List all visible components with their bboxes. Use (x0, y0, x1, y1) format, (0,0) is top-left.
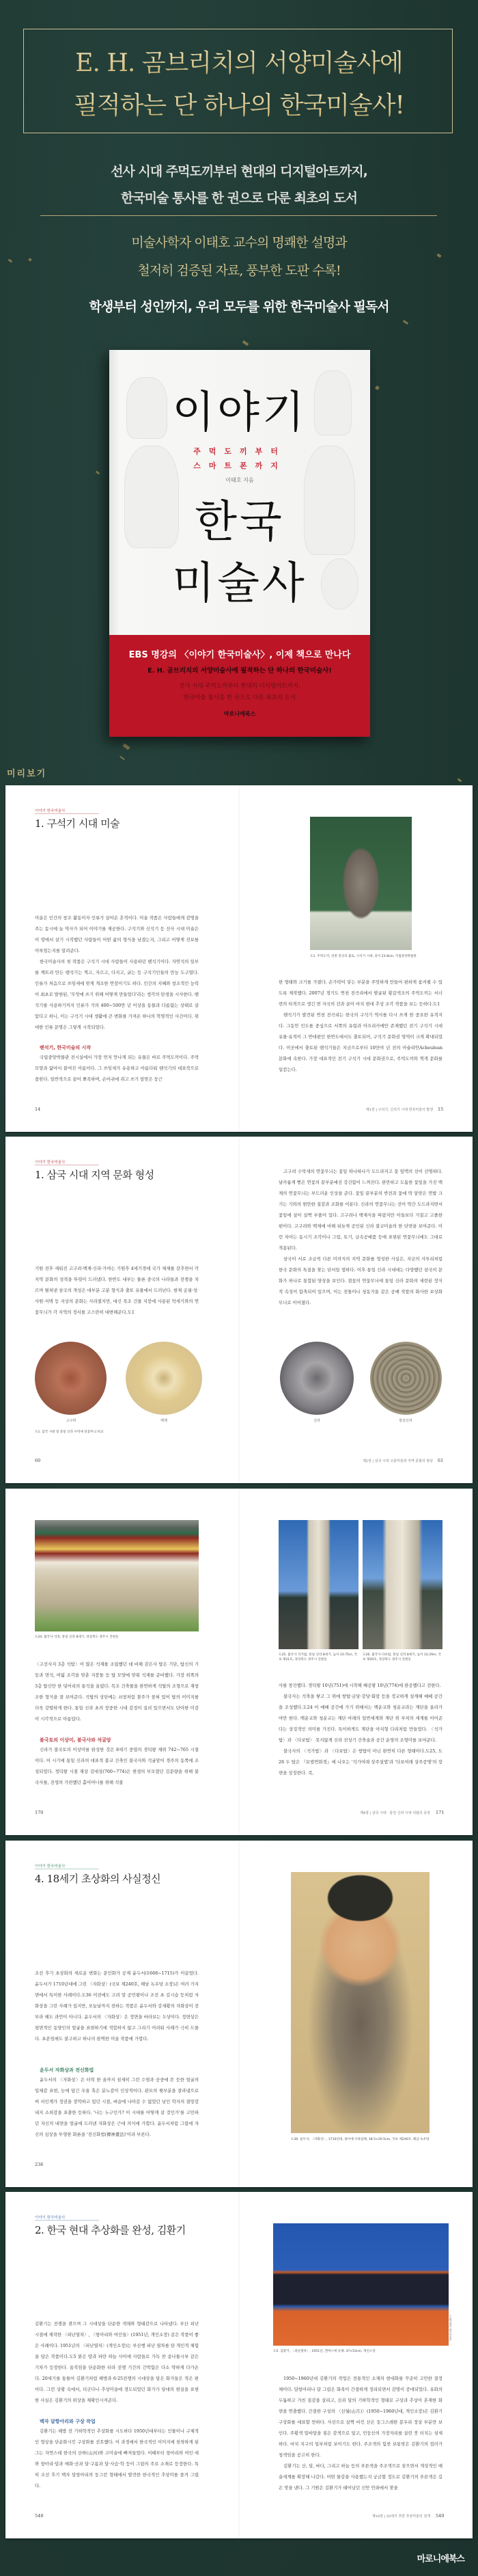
band-line-1: EBS 명강의 〈이야기 한국미술사〉, 이제 책으로 만나다 (128, 650, 351, 660)
preview-label: 미리보기 (7, 769, 47, 779)
running-head: 제4장 | 삼국 시대 · 통일 신라 시대 석탑의 등장 (360, 1811, 430, 1815)
refugee-train-painting (273, 2223, 449, 2346)
running-head: 제2장 | 삼국 시대 고분미술과 지역 문화의 형성 (363, 1459, 433, 1463)
left-column-text-2 (35, 2426, 199, 2491)
cover-title-mid: 한국 (195, 497, 285, 547)
page-number-left: 236 (35, 2162, 44, 2167)
figure-caption: 도1. 주먹도끼, 연천 전곡리 출토, 구석기 시대, 길이 23.8cm, 국립중앙박물관 (310, 955, 417, 958)
right-column-text (279, 1680, 442, 1789)
cover-subtitle-1: 주먹도끼부터 (193, 447, 286, 456)
book-cover (109, 350, 370, 737)
cover-publisher: 마로니에북스 (223, 711, 256, 717)
left-column-text (35, 1968, 199, 2055)
band-line-2: E. H. 곰브리치의 서양미술사에 필적하는 단 하나의 한국미술사! (147, 667, 332, 675)
preview-spread-3 (5, 1489, 473, 1835)
cover-subtitle-2: 스마트폰까지 (193, 461, 286, 470)
chapter-heading: 1. 구석기 시대 미술 (35, 817, 120, 830)
page-number-left: 170 (35, 1810, 44, 1815)
band-line-4: 한국미술 통사를 한 권으로 다룬 최초의 도서 (183, 694, 296, 701)
figure-caption: 도1. 삼국 시대 및 통일 신라 수막새 연꽃무늬 비교 (35, 1431, 104, 1434)
tagline: 학생부터 성인까지, 우리 모두를 위한 한국미술사 필독서 (89, 299, 389, 314)
paragraph: 윤두서의 〈자화상〉은 터럭 한 올까지 섬세히 그린 수염과 공중에 뜬 듯한 얼굴의 입체감 표현, 눈에 담긴 우울 혹은 분노감이 인상적이다. 관모의 윗부분을 잘라냄으로써 서인계가 정권을 장악하고 있던 시절, 벼슬에 나아갈 수 없었던 남인 학자의 절망감 내지 소외감을 표출한 듯하다. '나는 누구인가? 이 시대를 어떻게 살 것인가'를 고민하던 자신의 내면을 얼굴에 드러낸 자화상은 근대 의식에 가깝다. 윤두서처럼 그림에 자신의 심상을 투영한 화론을 '전신화법(傳神畫法)'이라 부른다. (35, 2077, 199, 2137)
right-column-text (279, 2373, 442, 2493)
page-number-left: 60 (35, 1458, 41, 1463)
figure-caption: 도24. 불국사 석축, 통일 신라 8세기, 경상북도 경주시 진현동 (35, 1636, 119, 1639)
paragraph: 신라가 불국토의 이상미를 완성한 것은 8세기 중엽의 경덕왕 재위 742~765 시절이다. 이 시기에 통일 신라의 대표적 불교 건축인 불국사와 석굴암이 경주의 동쪽에 조성되었다. 경덕왕 시절 재상 김대성(700~774)은 현생의 부모였던 김문량을 위해 불국사를, 전생의 가련했던 홀어머니를 위해 석불 (35, 1747, 199, 1785)
paragraph: 1950~1960년대 김환기의 작업은 전통적인 소재의 현대화를 꾸준히 고민한 결정체이다. 달항아리나 달 그림은 화폭이 간결하게 정리되면서 감명이 증대되었다. 유화의 두툼하고 거친 질감을 살리고, 산과 달의 기하학적인 형태로 구상과 추상이 혼재한 화면을 연출했다. 간결한 구성의 〈산월(山月)〉(1950~1960년대, 개인소장)은 김환기 구상화를 대표할 만하다. 사선으로 살짝 비킨 산은 둥그스레한 봉우리 정상 부분만 보인다. 주황색 밑바탕을 짙은 감색으로 덮고, 민둥산의 가장자리를 살린 붓 터치는 섬세하다. 마치 지구의 일부처럼 보이기도 한다. 주조색의 힘찬 보통맞은 김환기의 컬러가 청색임을 공고히 한다. (279, 2376, 442, 2458)
paragraph: 김환기는 산, 달, 바다, 그리고 하늘 등의 푸른색을 주조색으로 삼으면서 개성적인 예술세계를 확장해 나갔다. 어떤 물감을 사용했는지 궁금할 정도로 김환기의 푸른색은 깊은 맛을 낸다. 그 기원은 김환기가 태어났던 신안 안좌에서 찾을 (279, 2463, 442, 2491)
left-column-text-2 (35, 1052, 199, 1085)
paragraph: 김환기는 전쟁을 겪으며 그 시대상을 단순한 색채와 형태감으로 나타냈다. 부산 피난 시절에 제작한 〈피난열차〉, 〈항아리와 여인들〉(1951년, 개인소장) 같은 작품이 좋은 사례이다. 1951년의 〈피난열차〉(개인소장)는 부산행 피난 열차를 탄 개인적 체험을 담은 작품이다.도5 붉은 땅과 파란 하늘 사이에 사람들로 가득 찬 콩나물시루 같은 기차가 등장한다. 움직임을 단순화한 터라 전쟁 기간의 긴박함은 다소 약하게 다가온다. 20세기를 통틀어 김환기처럼 해방과 6·25전쟁의 시대상을 담은 화가들은 적은 편이다. 그런 상황 속에서, 더군다나 추상미술에 경도되었던 화가가 당대의 현실을 표현한 사실은 김환기의 위상을 재확인시켜준다. (35, 2321, 199, 2403)
baekje-roof-tile (126, 1342, 202, 1415)
section-subheading: 백자 달항아리와 구상 작업 (40, 2419, 96, 2424)
bulguksa-wall-photo (35, 1520, 199, 1631)
paragraph: 〈고선사지 3층 석탑〉이 많은 석재를 조립했던 데 비해 감은사 탑은 기단, 탑신의 기둥과 면석, 여덟 조각을 맞춘 지붕돌 등 탑 모양에 맞춰 석재를 준비했다. 가장 위쪽의 3층 탑신만 한 덩어리의 통석을 올렸다. 목조 건축물을 완연하게 석탑의 조형으로 재창조한 형식을 잘 보여준다. 석탑의 상단에는 쇠창처럼 찰주가 꽂혀 있어 탑의 이미지를 더욱 강렬하게 한다. 통일 신라 초의 장중한 시대 감정이 실려 있으면서도 단아한 미감이 시각적으로 아름답다. (35, 1662, 199, 1722)
figure-caption: 도36. 윤두서, 〈자화상〉, 1710년대, 종이에 수묵담채, 38.5×20.5cm, 국보 제240호, 해남 녹우당 (291, 2138, 430, 2141)
headline-line-1: E. H. 곰브리치의 서양미술사에 (0, 44, 478, 79)
chapter-heading: 4. 18세기 초상화의 사실정신 (35, 1873, 161, 1885)
left-column-text-2 (35, 1744, 199, 1788)
right-column-text (279, 1166, 442, 1319)
subtitle-line-1: 선사 시대 주먹도끼부터 현대의 디지털아트까지, (111, 164, 367, 179)
preview-spread-5 (5, 2192, 473, 2538)
left-column-text (35, 1659, 199, 1724)
left-column-text-2 (35, 2074, 199, 2140)
self-portrait-painting (291, 1872, 430, 2133)
headline-line-2: 필적하는 단 하나의 한국미술사! (0, 86, 478, 121)
series-label: 이야기 한국미술사 (35, 1159, 99, 1165)
cover-title-top: 이야기 (172, 388, 307, 438)
band-line-3: 선사 시대 주먹도끼부터 현대의 디지털아트까지, (179, 683, 300, 690)
feature-line-1: 미술사학자 이태호 교수의 명쾌한 설명과 (131, 235, 347, 250)
section-subheading: 불국토의 이상미, 불국사와 석굴암 (40, 1737, 111, 1743)
paragraph: 한 형태와 크기를 가졌다. 손가락이 닿는 부분을 주밋하게 만들어 편하게 움켜쥘 수 있도록 제작했다. 2007년 경기도 연천 전곡리에서 발굴된 황갈색조의 주먹도끼는 서너 번의 타격으로 생긴 면 자국의 선과 골이 마치 현대 추상 조각 작품을 보는 듯하다.도1 (279, 979, 442, 1007)
paragraph: 기원 전후 세워진 고구려·백제·신라·가야는 기원후 4세기경에 국가 체제를 갖추면서 각 지역 문화의 성격을 뚜렷이 드러냈다. 한반도 내부는 물론 중국의 나라들과 전쟁을 치르며 펼쳐낸 삼국의 개성은 대부분 고분 형식과 출토 유물에서 드러난다. 현재 궁궐·성·사원·저택 등 지상의 문화는 사라졌지만, 대신 목조 건물 지붕에 사용된 막새기와의 연꽃무늬가 각 지역의 정서를 고스란히 대변해준다.도1 (35, 1266, 199, 1315)
publisher-logo: 마로니에북스 (417, 2554, 464, 2564)
preview-spread-1 (5, 785, 473, 1132)
tile-label: 백제 (160, 1419, 167, 1423)
paragraph: 고구려 수막새의 연꽃무늬는 꽃잎 하나하나가 도드라지고 꽃 잎맥의 선이 선명하다. 날카롭게 뻗은 연꽃의 끝부분에선 강건함이 느껴진다. 완만하고 도톰한 꽃잎을 가진 백제의 연꽃무늬는 부드러운 인상을 준다. 꽃잎 끝부분의 반전과 꽃에 딱 알맞은 연밥 크기는 기와의 원만한 질감과 조화를 이룬다. 신라의 연꽃무늬는 선이 약간 도드라지면서 꽃잎에 살이 살짝 부풀어 있다. 고구려나 백제식을 따랐지만 이들보다 거칠고 고졸한 편이다. 고구려와 백제에 비해 뒤늦게 공인된 신라 불교미술의 한 단면을 보여준다. 이런 차이는 동시기 조각이나 그림, 토기, 금속공예품 등에 표현된 연꽃무늬에도 그대로 적용된다. (279, 1169, 442, 1251)
running-head: 제10장 | 20세기 후반 추상미술의 전개 (371, 2514, 430, 2519)
paragraph: 국립중앙박물관 전시실에서 가장 먼저 만나게 되는 유물은 바로 주먹도끼이다. 주먹 모양과 닮아서 붙여진 이름이다. 그 쓰임새가 유용하고 아름다워 뗀석기의 대표작으로 꼽힌다. 일반적으로 끝이 뾰족하며, 손아귀에 쥐고 쓰기 알맞은 둥근 (35, 1055, 199, 1082)
cover-title-bottom: 미술사 (172, 558, 307, 609)
paragraph: 삼국이 서로 조금씩 다른 미의식의 지역 문화를 형성한 사실은, 지금의 사투리처럼 한국 문화의 특질을 찾는 단서일 법하다. 이후 통일 신라 시대에는 다양했던 삼국의 문화가 하나로 통합된 양상을 보인다. 겹꽃의 연꽃무늬에 통일 신라 문화의 세련된 장식적 속성이 함축되어 있으며, 이는 전돌이나 청동거울 같은 공예 작품의 화사한 보상화무늬로 이어졌다. (279, 1256, 442, 1305)
paragraph: 한국미술사의 첫 작품은 구석기 시대 사람들이 사용하던 뗀석기이다. 자연석의 일부를 깨트려 만든 뗀석기는 찍고, 자르고, 다지고, 긁는 등 구석기인들의 만능 도구였다. 인류가 처음으로 쓰임새에 맞게 개조한 연장이기도 하다. 인간의 지혜와 창조적인 능력이 최초로 발현된, '무엇에 쓰기 위해 어떻게 만들었다'라는 생각의 탄생을 시사한다. 뗀석기를 사용하기까지 인류가 거의 400~500만 년 이상을 동물과 다름없는 상태로 살았다고 하니, 이는 구석기 시대 생활에 큰 변화를 가져온 하나의 혁명적인 사건이다. 위대한 인류 문명은 그렇게 시작되었다. (35, 959, 199, 1030)
paragraph: 불국사의 〈석가탑〉과 〈다보탑〉은 쌍탑이 아닌 완연히 다른 형태이다.도25, 도26 두 탑은 『묘법연화경』에 나오는 '석가여래 상주설법'과 '다보여래 상주증명'의 장면을 상징한다. 즉, (279, 1748, 442, 1776)
figure-caption: 도25. 불국사 석가탑, 통일 신라 8세기, 높이 10.75m, 국보 제21호, 경상북도 경주시 진현동 (279, 1653, 357, 1662)
left-column-text (35, 912, 199, 1033)
image-credit: ⓒ 환기재단·환기미술관 (449, 2315, 452, 2341)
paragraph: 사를 창건했다. 경덕왕 10년(751)에 시작해 혜공왕 10년(774)에 완공했다고 전한다. (279, 1683, 441, 1688)
paragraph: 뗀석기가 발견된 연천 전곡리는 한국의 구석기 역사를 다시 쓰게 한 중요한 유적지다. 그동안 인도를 중심으로 서쪽의 유럽과 아프리카에만 존재했던 전기 구석기 시대 유물·유적이 그 반대편인 한반도에서도 출토되어, 구석기 문화권 영역이 크게 확대되었다. 이곳에서 출토된 뗀석기들은 지금으로부터 10만여 년 전의 아슐리안Acheulean 문화에 속한다. 가장 대표적인 전기 구석기 시대 문화권으로, 주먹도끼와 찍개 문화를 일컫는다. (279, 1012, 442, 1072)
page-number-right: 171 (436, 1810, 445, 1815)
figure-caption: 도5. 김환기, 〈피난열차〉, 1951년, 캔버스에 유채, 37×53cm, 개인소장 (273, 2350, 376, 2353)
series-label: 이야기 한국미술사 (35, 2214, 99, 2221)
page-number-right: 61 (438, 1458, 444, 1463)
series-label: 이야기 한국미술사 (35, 808, 99, 814)
divider (40, 215, 437, 216)
tile-label: 신라 (313, 1419, 320, 1423)
cover-band (109, 635, 370, 737)
paragraph: 미술은 인간의 창조 활동이자 인류가 살아온 흔적이다. 미술 작품은 사람들에게 감명을 주는 동시에 늘 역사가 되어 이야기를 제공한다. 구석기와 신석기 등 선사 시대 미술은 이 땅에서 살기 시작했던 사람들이 어떤 삶의 형식을 남겼는지, 그리고 어떻게 진보를 이루었는지를 알려준다. (35, 915, 199, 953)
tile-label: 통일신라 (399, 1419, 412, 1423)
right-column-text (279, 977, 442, 1086)
chapter-heading: 2. 한국 현대 추상화를 완성, 김환기 (35, 2224, 186, 2236)
page-number-right: 15 (438, 1107, 444, 1112)
subtitle-line-2: 한국미술 통사를 한 권으로 다룬 최초의 도서 (120, 191, 358, 206)
feature-line-2: 철저히 검증된 자료, 풍부한 도판 수록! (137, 263, 341, 278)
goguryeo-roof-tile (35, 1342, 107, 1415)
page-number-left: 14 (35, 1107, 41, 1112)
section-subheading: 윤두서 자화상과 전신화법 (40, 2067, 94, 2073)
seokgatap-photo (279, 1520, 358, 1649)
page-number-right: 549 (436, 2513, 445, 2519)
running-head: 제1장 | 구석기, 신석기 시대 한국미술의 발생 (365, 1108, 433, 1112)
section-subheading: 뗀석기, 한국미술의 시작 (40, 1045, 92, 1050)
paragraph: 조선 후기 초상화의 새로운 변화는 문인화가 공재 윤두서(1668~1715)가 이끌었다. 윤두서가 1710년대에 그린 〈자화상〉(국보 제240호, 해남 녹우당 소장)은 여러 가지 면에서 특이한 사례이다.도36 이전에도 고려 말 공민왕이나 조선 초 김시습 등처럼 자화상을 그린 사례가 있지만, 오늘날까지 전하는 작품은 윤두서와 강세황의 자화상이 전부라 해도 과언이 아니다. 윤두서의 〈자화상〉은 정면을 바라보는 두상이다. 정면상은 평면적인 동양인의 얼굴을 표현하기에 적합하지 않고 그리기 어려워 사례가 극히 드물다. 초본임에도 불구하고 하나의 완벽한 미술 작품에 가깝다. (35, 1970, 199, 2042)
tile-label: 고구려 (66, 1419, 76, 1423)
unified-silla-roof-tile (370, 1342, 442, 1415)
paragraph: 불국사는 석축을 쌓고 그 위에 쌍탑·금당·강당·회랑 등을 정교하게 설계해 예배 공간을 조성했다.도24 이 예배 공간에 가기 위해서는 백운교와 청운교라는 계단을 올라가야만 한다. 백운교와 청운교는 계단 아래의 일반세계와 계단 위 부처의 세계를 이어준다는 상징적인 의미를 가진다. 특이하게도 계단을 아치형 다리처럼 만들었다. 〈석가탑〉과 〈다보탑〉 못지않게 신라 전성기 건축술과 공간 운영의 조형미를 보여준다. (279, 1694, 442, 1743)
page-number-left: 548 (35, 2513, 44, 2519)
paragraph: 김환기는 해방 전 기하학적인 추상화를 시도하다 1950년대부터는 인물이나 구체적인 형상을 단순화시킨 구상화를 선호했다. 이 과정에서 한국적인 이미지에 천착하게 된 그는 자연스레 한국의 산하(山河)와 고미술에 빠져들었다. 이때부터 항아리와 여인·새와 항아리·달과 매화·산과 달·구름과 달·사슴·학 등이 그림의 주요 소재로 등장한다. 특히 조선 후기 백자 달항아리의 둥그런 형태에서 발견한 한국적인 추상미를 즐겨 그렸다. (35, 2428, 199, 2489)
dabotap-photo (363, 1520, 442, 1649)
hand-axe-photo (310, 817, 412, 950)
preview-spread-2 (5, 1137, 473, 1483)
figure-caption: 도26. 불국사 다보탑, 통일 신라 8세기, 높이 10.29m, 국보 제20호, 경상북도 경주시 진현동 (363, 1653, 441, 1662)
left-column-text (35, 1263, 199, 1318)
series-label: 이야기 한국미술사 (35, 1863, 99, 1869)
cover-author: 이태호 지음 (225, 477, 254, 483)
silla-roof-tile (280, 1342, 354, 1415)
left-column-text (35, 2318, 199, 2406)
chapter-heading: 1. 삼국 시대 지역 문화 형성 (35, 1169, 154, 1181)
preview-spread-4 (5, 1841, 473, 2187)
